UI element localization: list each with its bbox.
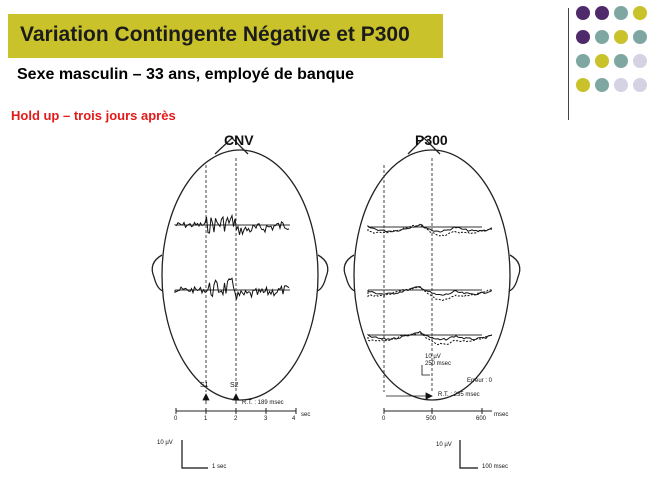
p300-waveform-2a [368, 287, 492, 296]
cnv-rt-label: R.T. : 189 msec [242, 400, 284, 406]
p300-inset-scale-v: 10 µV [425, 354, 441, 360]
p300-tick-label-0: 0 [382, 416, 386, 422]
decorative-dot [576, 6, 590, 20]
cnv-s2-arrow [233, 394, 239, 404]
p300-waveform-3b [368, 332, 492, 344]
decorative-dot [576, 54, 590, 68]
p300-tick-label-600: 600 [476, 416, 487, 422]
p300-rt-arrowhead [426, 393, 432, 399]
p300-waveform-1a [368, 225, 492, 233]
decorative-dot [633, 54, 647, 68]
slide-subtitle: Sexe masculin – 33 ans, employé de banque [17, 66, 355, 83]
cnv-s1-label: S1 [200, 382, 209, 389]
p300-scale-v-label: 10 µV [436, 442, 452, 448]
eeg-figure-drawing [120, 110, 530, 493]
slide-title: Variation Contingente Négative et P300 [20, 23, 410, 46]
decorative-dot [576, 30, 590, 44]
cnv-tick-label-3: 3 [264, 416, 268, 422]
decorative-dot [595, 30, 609, 44]
p300-rt-label: R.T. : 235 msec [438, 392, 480, 398]
p300-title: P300 [415, 132, 448, 148]
p300-scale-h-label: 100 msec [482, 464, 509, 470]
cnv-s1-arrow [203, 394, 209, 404]
p300-error-label: Erreur : 0 [467, 378, 493, 384]
title-banner [8, 14, 443, 58]
cnv-tick-label-1: 1 [204, 416, 208, 422]
cnv-scale-bar [182, 440, 208, 468]
cnv-scale-v-label: 10 µV [157, 440, 173, 446]
slide-caption: Hold up – trois jours après [11, 108, 176, 123]
cnv-s2-label: S2 [230, 382, 239, 389]
p300-scale-bar [460, 440, 478, 468]
decorative-dot [614, 54, 628, 68]
decorative-divider [568, 8, 569, 120]
decorative-dot [633, 30, 647, 44]
cnv-title: CNV [224, 132, 254, 148]
eeg-figure [120, 110, 530, 493]
cnv-head-outline [162, 150, 318, 400]
decorative-dot [614, 78, 628, 92]
decorative-dot [614, 30, 628, 44]
decorative-dot [595, 6, 609, 20]
p300-inset-scale-h: 250 msec [425, 361, 452, 367]
cnv-tick-label-4: 4 [292, 416, 296, 422]
cnv-tick-unit: sec [301, 412, 311, 418]
cnv-waveform-bottom [175, 278, 289, 299]
decorative-dot [633, 6, 647, 20]
decorative-dot [595, 54, 609, 68]
p300-tick-label-500: 500 [426, 416, 437, 422]
decorative-dot-grid [576, 6, 654, 106]
decorative-dot [614, 6, 628, 20]
cnv-tick-label-2: 2 [234, 416, 238, 422]
decorative-dot [595, 78, 609, 92]
p300-tick-unit: msec [494, 412, 509, 418]
decorative-dot [576, 78, 590, 92]
decorative-dot [633, 78, 647, 92]
cnv-tick-label-0: 0 [174, 416, 178, 422]
cnv-scale-h-label: 1 sec [212, 464, 227, 470]
p300-waveform-3a [368, 331, 492, 340]
